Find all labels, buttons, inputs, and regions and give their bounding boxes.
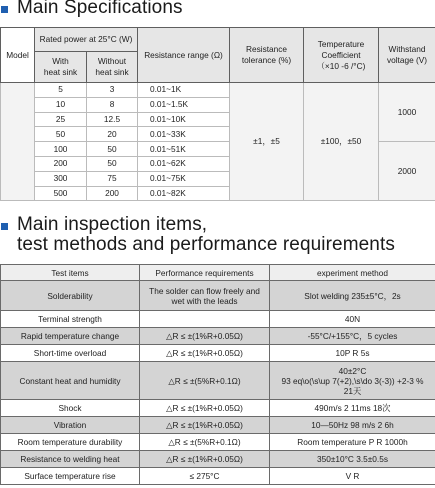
test-item: Surface temperature rise [1, 468, 140, 485]
header-test-items: Test items [1, 265, 140, 281]
header-resistance-range: Resistance range (Ω) [138, 28, 230, 83]
performance-requirement: △R ≤ ±(5%R+0.1Ω) [140, 434, 270, 451]
table-row [1, 417, 435, 434]
blue-square-bullet-icon [1, 6, 8, 13]
test-item: Resistance to welding heat [1, 451, 140, 468]
without-heat-sink-value: 8 [87, 97, 138, 112]
experiment-method: -55°C/+155°C，5 cycles [270, 328, 435, 345]
table-row [1, 451, 435, 468]
resistance-range-value: 0.01~51K [138, 142, 230, 157]
header-temperature-coefficient: Temperature Coefficient （×10 -6 /°C) [304, 28, 379, 83]
with-heat-sink-value: 10 [35, 97, 87, 112]
resistance-range-value: 0.01~82K [138, 186, 230, 201]
table-row [1, 434, 435, 451]
performance-requirement: The solder can flow freely and wet with the leads [140, 281, 270, 311]
without-heat-sink-value: 3 [87, 83, 138, 98]
test-item: Vibration [1, 417, 140, 434]
resistance-range-value: 0.01~75K [138, 171, 230, 186]
experiment-method: Slot welding 235±5°C，2s [270, 281, 435, 311]
without-heat-sink-value: 75 [87, 171, 138, 186]
experiment-method: 10—50Hz 98 m/s 2 6h [270, 417, 435, 434]
inspection-table [0, 264, 435, 485]
performance-requirement: △R ≤ ±(1%R+0.05Ω) [140, 345, 270, 362]
performance-requirement: ≤ 275°C [140, 468, 270, 485]
temperature-coefficient-value: ±100，±50 [304, 83, 379, 201]
with-heat-sink-value: 300 [35, 171, 87, 186]
performance-requirement: △R ≤ ±(1%R+0.05Ω) [140, 328, 270, 345]
performance-requirement: △R ≤ ±(1%R+0.05Ω) [140, 400, 270, 417]
resistance-range-value: 0.01~1K [138, 83, 230, 98]
experiment-method: 40N [270, 311, 435, 328]
with-heat-sink-value: 200 [35, 156, 87, 171]
section-title: Main Specifications [17, 0, 183, 18]
test-item: Short-time overload [1, 345, 140, 362]
with-heat-sink-value: 50 [35, 127, 87, 142]
header-rated-power: Rated power at 25°C (W) [35, 28, 138, 52]
resistance-tolerance-value: ±1，±5 [230, 83, 304, 201]
resistance-range-value: 0.01~1.5K [138, 97, 230, 112]
table-row [1, 328, 435, 345]
model-cell [1, 83, 35, 201]
section-title: Main inspection items, test methods and performance requirements [17, 214, 395, 255]
test-item: Solderability [1, 281, 140, 311]
header-resistance-tolerance: Resistance tolerance (%) [230, 28, 304, 83]
resistance-range-value: 0.01~33K [138, 127, 230, 142]
table-row [1, 345, 435, 362]
blue-square-bullet-icon [1, 223, 8, 230]
header-experiment-method: experiment method [270, 265, 435, 281]
header-without-heat-sink: Without heat sink [87, 52, 138, 83]
without-heat-sink-value: 20 [87, 127, 138, 142]
test-item: Room temperature durability [1, 434, 140, 451]
test-item: Terminal strength [1, 311, 140, 328]
test-item: Shock [1, 400, 140, 417]
header-with-heat-sink: With heat sink [35, 52, 87, 83]
test-item: Constant heat and humidity [1, 362, 140, 400]
table-row [1, 311, 435, 328]
resistance-range-value: 0.01~10K [138, 112, 230, 127]
performance-requirement: △R ≤ ±(1%R+0.05Ω) [140, 417, 270, 434]
experiment-method: 350±10°C 3.5±0.5s [270, 451, 435, 468]
with-heat-sink-value: 500 [35, 186, 87, 201]
experiment-method: V R [270, 468, 435, 485]
section-heading-inspection [0, 215, 395, 255]
without-heat-sink-value: 200 [87, 186, 138, 201]
test-item: Rapid temperature change [1, 328, 140, 345]
without-heat-sink-value: 12.5 [87, 112, 138, 127]
with-heat-sink-value: 5 [35, 83, 87, 98]
without-heat-sink-value: 50 [87, 156, 138, 171]
header-performance-requirements: Performance requirements [140, 265, 270, 281]
table-row [1, 362, 435, 400]
experiment-method: Room temperature P R 1000h [270, 434, 435, 451]
with-heat-sink-value: 25 [35, 112, 87, 127]
withstand-voltage-value-a: 1000 [379, 83, 435, 142]
header-model: Model [1, 28, 35, 83]
performance-requirement: △R ≤ ±(1%R+0.05Ω) [140, 451, 270, 468]
performance-requirement [140, 311, 270, 328]
experiment-method: 490m/s 2 11ms 18次 [270, 400, 435, 417]
resistance-range-value: 0.01~62K [138, 156, 230, 171]
table-row [1, 468, 435, 485]
experiment-method: 10P R 5s [270, 345, 435, 362]
with-heat-sink-value: 100 [35, 142, 87, 157]
specifications-table [0, 27, 435, 201]
table-row [1, 400, 435, 417]
experiment-method: 40±2°C 93 eq\o(\s\up 7(+2),\s\do 3(-3)) +2-3 % 21天 [270, 362, 435, 400]
table-row [1, 281, 435, 311]
header-withstand-voltage: Withstand voltage (V) [379, 28, 435, 83]
withstand-voltage-value-b: 2000 [379, 142, 435, 201]
without-heat-sink-value: 50 [87, 142, 138, 157]
performance-requirement: △R ≤ ±(5%R+0.1Ω) [140, 362, 270, 400]
section-heading-specifications [0, 0, 183, 18]
